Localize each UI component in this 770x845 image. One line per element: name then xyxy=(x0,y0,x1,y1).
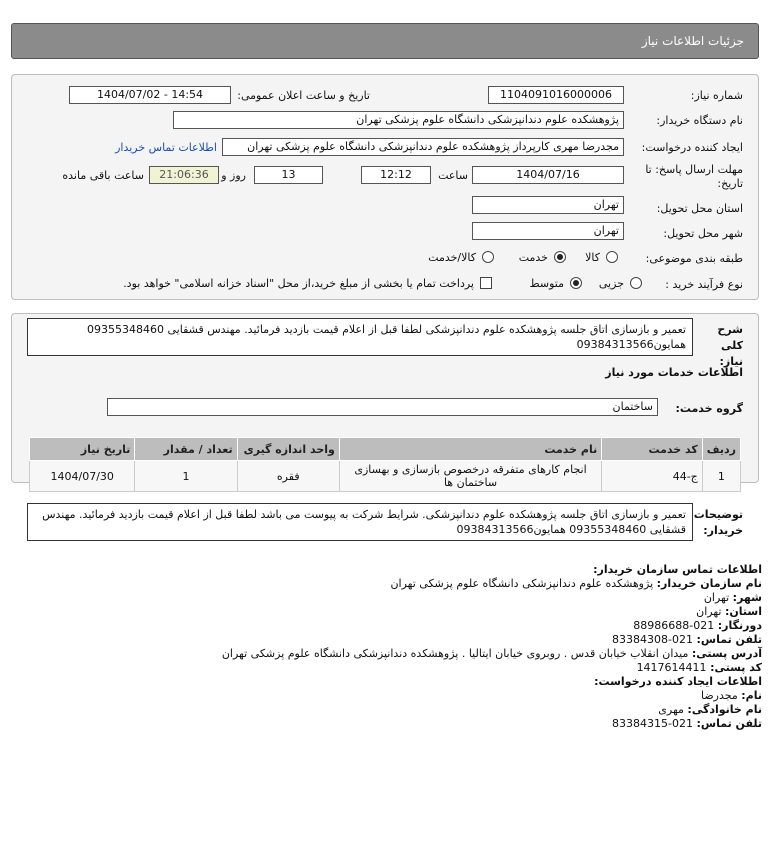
creator-phone: تلفن تماس: 021-83384315 xyxy=(612,717,762,730)
table-row xyxy=(30,461,741,492)
table-header-row xyxy=(30,438,741,461)
remaining-time-field: 21:06:36 xyxy=(149,166,219,184)
service-group-label: گروه خدمت: xyxy=(675,402,743,415)
city-field: تهران xyxy=(472,222,624,240)
summary-text: تعمیر و بازسازی اتاق جلسه پژوهشکده علوم دندانپزشکی لطفا قبل از اعلام قیمت بازدید فرمائید. مهندس قشقایی 09355348460 همایون09384313566 xyxy=(27,318,693,356)
cell-qty: 1 xyxy=(135,461,237,492)
process-medium-radio[interactable] xyxy=(570,277,582,289)
services-table xyxy=(29,437,741,492)
need-number-label: شماره نیاز: xyxy=(690,89,743,102)
cell-code: ج-44 xyxy=(602,461,703,492)
buyer-notes-text: تعمیر و بازسازی اتاق جلسه پژوهشکده علوم دندانپزشکی. شرایط شرکت به پیوست می باشد لطفا قبل از اعلام قیمت بازدید فرمائید. مهندس قشقایی 09355348460 همایون09384313566 xyxy=(27,503,693,541)
service-group-field: ساختمان xyxy=(107,398,658,416)
process-small-label: جزیی xyxy=(598,277,624,290)
services-section-title: اطلاعات خدمات مورد نیاز xyxy=(605,366,743,379)
summary-label: شرح کلی نیاز: xyxy=(717,323,743,368)
page-header xyxy=(11,23,759,59)
col-row: ردیف xyxy=(702,438,740,461)
category-both-label: کالا/خدمت xyxy=(428,251,476,264)
contact-title: اطلاعات تماس سازمان خریدار: xyxy=(593,563,762,576)
creator-field: مجدرضا مهری کارپرداز پژوهشکده علوم دندانپزشکی دانشگاه علوم پزشکی تهران xyxy=(222,138,624,156)
buyer-contact-link[interactable]: اطلاعات تماس خریدار xyxy=(115,141,217,154)
contact-postal: کد پستی: 1417614411 xyxy=(636,661,762,674)
province-label: استان محل تحویل: xyxy=(656,202,743,215)
category-kala-radio[interactable] xyxy=(606,251,618,263)
col-date: تاریخ نیاز xyxy=(30,438,135,461)
process-label: نوع فرآیند خرید : xyxy=(665,278,743,291)
cell-name: انجام کارهای متفرقه درخصوص بازسازی و بهسازی ساختمان ها xyxy=(339,461,601,492)
creator-label: ایجاد کننده درخواست: xyxy=(641,141,743,154)
payment-checkbox[interactable] xyxy=(480,277,492,289)
creator-title: اطلاعات ایجاد کننده درخواست: xyxy=(594,675,762,688)
announce-label: تاریخ و ساعت اعلان عمومی: xyxy=(237,89,370,102)
col-qty: تعداد / مقدار xyxy=(135,438,237,461)
payment-note: پرداخت تمام یا بخشی از مبلغ خرید،از محل "اسناد خزانه اسلامی" خواهد بود. xyxy=(123,277,474,290)
cell-row: 1 xyxy=(702,461,740,492)
need-number-field: 1104091016000006 xyxy=(488,86,624,104)
days-field: 13 xyxy=(254,166,323,184)
buyer-notes-label: توضیحات خریدار: xyxy=(693,508,743,537)
process-medium-label: متوسط xyxy=(529,277,564,290)
col-code: کد خدمت xyxy=(602,438,703,461)
contact-address: آدرس پستی: میدان انقلاب خیابان قدس . روبروی خیابان ایتالیا . پژوهشکده دندانپزشکی دانشگاه علوم پزشکی تهران xyxy=(221,647,762,660)
creator-family: نام خانوادگی: مهری xyxy=(658,703,762,716)
buyer-org-label: نام دستگاه خریدار: xyxy=(656,114,743,127)
contact-city: شهر: تهران xyxy=(703,591,762,604)
announce-field: 1404/07/02 - 14:54 xyxy=(69,86,231,104)
cell-date: 1404/07/30 xyxy=(30,461,135,492)
buyer-org-field: پژوهشکده علوم دندانپزشکی دانشگاه علوم پزشکی تهران xyxy=(173,111,624,129)
category-khedmat-label: خدمت xyxy=(518,251,548,264)
contact-phone: تلفن تماس: 021-83384308 xyxy=(612,633,762,646)
category-kala-label: کالا xyxy=(585,251,600,264)
col-name: نام خدمت xyxy=(339,438,601,461)
creator-name: نام: مجدرضا xyxy=(700,689,762,702)
col-unit: واحد اندازه گیری xyxy=(237,438,339,461)
deadline-time-field: 12:12 xyxy=(361,166,431,184)
deadline-label: مهلت ارسال پاسخ: تا تاریخ: xyxy=(645,163,743,190)
cell-unit: فقره xyxy=(237,461,339,492)
contact-province: استان: تهران xyxy=(696,605,762,618)
province-field: تهران xyxy=(472,196,624,214)
process-small-radio[interactable] xyxy=(630,277,642,289)
page-title: جزئیات اطلاعات نیاز xyxy=(641,34,744,48)
time-label: ساعت xyxy=(438,169,468,182)
city-label: شهر محل تحویل: xyxy=(663,227,743,240)
category-label: طبقه بندی موضوعی: xyxy=(645,252,743,265)
deadline-date-field: 1404/07/16 xyxy=(472,166,624,184)
remaining-label: ساعت باقی مانده xyxy=(62,169,144,182)
category-both-radio[interactable] xyxy=(482,251,494,263)
days-label: روز و xyxy=(221,169,246,182)
contact-org: نام سازمان خریدار: پژوهشکده علوم دندانپزشکی دانشگاه علوم پزشکی تهران xyxy=(390,577,762,590)
category-khedmat-radio[interactable] xyxy=(554,251,566,263)
contact-fax: دورنگار: 021-88986688 xyxy=(633,619,762,632)
